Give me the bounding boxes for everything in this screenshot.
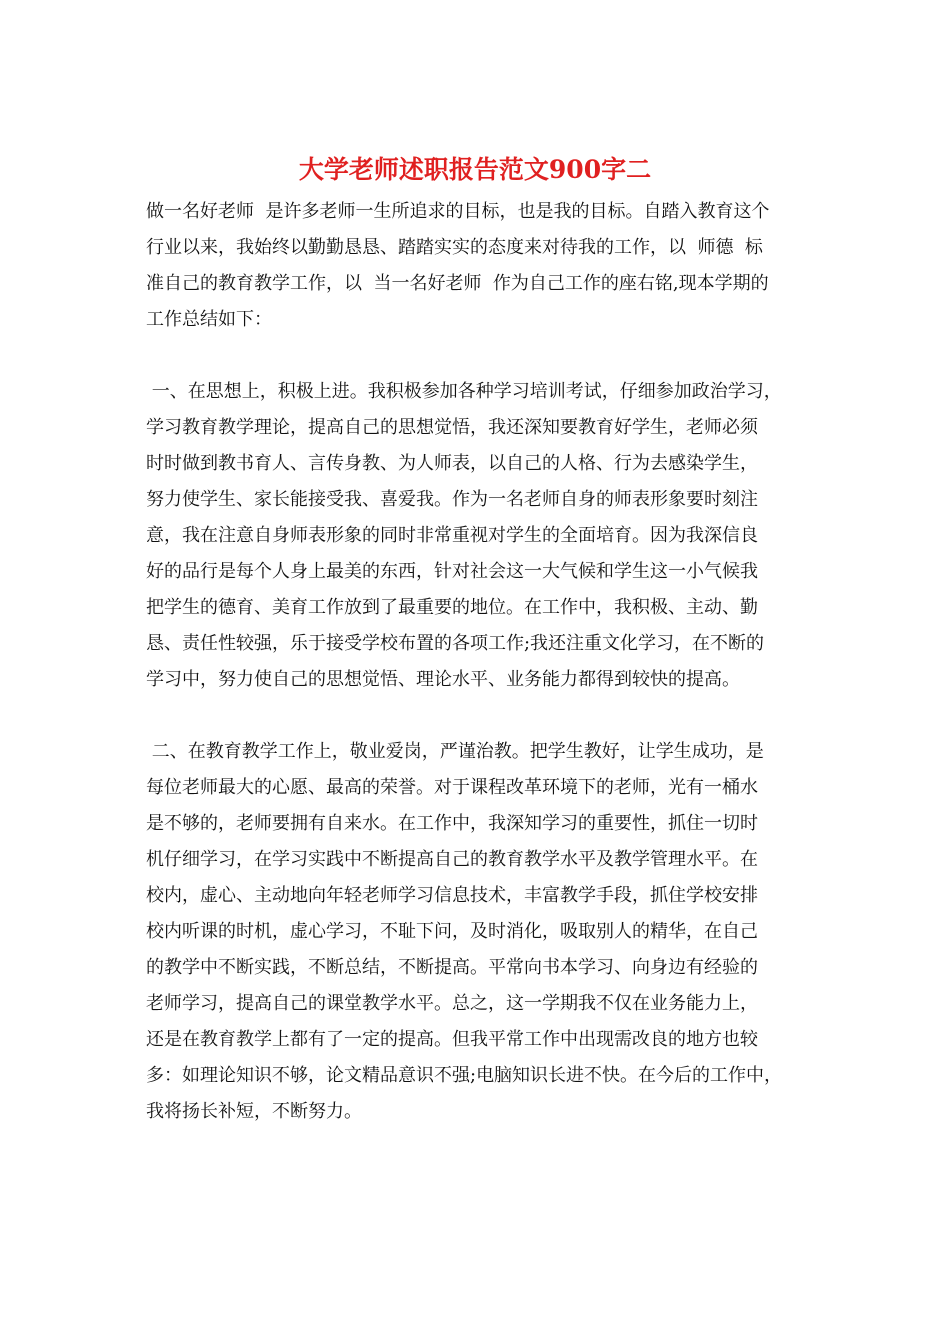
body-line: 工作总结如下：	[146, 309, 272, 330]
body-line: 时时做到教书育人、言传身教、为人师表，以自己的人格、行为去感染学生，	[146, 453, 758, 474]
body-line: 校内听课的时机，虚心学习，不耻下问，及时消化，吸取别人的精华，在自己	[146, 921, 758, 942]
body-line: 二、在教育教学工作上，敬业爱岗，严谨治教。把学生教好，让学生成功，是	[146, 741, 764, 762]
body-line: 一、在思想上，积极上进。我积极参加各种学习培训考试，仔细参加政治学习，	[146, 381, 782, 402]
body-line: 还是在教育教学上都有了一定的提高。但我平常工作中出现需改良的地方也较	[146, 1029, 758, 1050]
body-line: 努力使学生、家长能接受我、喜爱我。作为一名老师自身的师表形象要时刻注	[146, 489, 758, 510]
document-title: 大学老师述职报告范文900字二	[298, 155, 652, 184]
body-line: 做一名好老师 是许多老师一生所追求的目标，也是我的目标。自踏入教育这个	[146, 201, 770, 222]
body-line: 每位老师最大的心愿、最高的荣誉。对于课程改革环境下的老师，光有一桶水	[146, 777, 758, 798]
body-line: 的教学中不断实践，不断总结，不断提高。平常向书本学习、向身边有经验的	[146, 957, 758, 978]
body-line: 多：如理论知识不够，论文精品意识不强;电脑知识长进不快。在今后的工作中，	[146, 1065, 783, 1086]
body-line: 老师学习，提高自己的课堂教学水平。总之，这一学期我不仅在业务能力上，	[146, 993, 758, 1014]
body-line: 准自己的教育教学工作，以 当一名好老师 作为自己工作的座右铭,现本学期的	[146, 273, 769, 294]
body-line: 我将扬长补短，不断努力。	[146, 1101, 362, 1122]
body-line: 校内，虚心、主动地向年轻老师学习信息技术，丰富教学手段，抓住学校安排	[146, 885, 758, 906]
body-line: 把学生的德育、美育工作放到了最重要的地位。在工作中，我积极、主动、勤	[146, 597, 758, 618]
body-line: 意，我在注意自身师表形象的同时非常重视对学生的全面培育。因为我深信良	[146, 525, 758, 546]
body-line: 恳、责任性较强，乐于接受学校布置的各项工作;我还注重文化学习，在不断的	[146, 633, 765, 654]
body-line: 机仔细学习，在学习实践中不断提高自己的教育教学水平及教学管理水平。在	[146, 849, 758, 870]
body-line: 学习中，努力使自己的思想觉悟、理论水平、业务能力都得到较快的提高。	[146, 669, 740, 690]
body-line: 行业以来，我始终以勤勤恳恳、踏踏实实的态度来对待我的工作，以 师德 标	[146, 237, 763, 258]
body-line: 学习教育教学理论，提高自己的思想觉悟，我还深知要教育好学生，老师必须	[146, 417, 758, 438]
body-line: 是不够的，老师要拥有自来水。在工作中，我深知学习的重要性，抓住一切时	[146, 813, 758, 834]
body-line: 好的品行是每个人身上最美的东西，针对社会这一大气候和学生这一小气候我	[146, 561, 758, 582]
